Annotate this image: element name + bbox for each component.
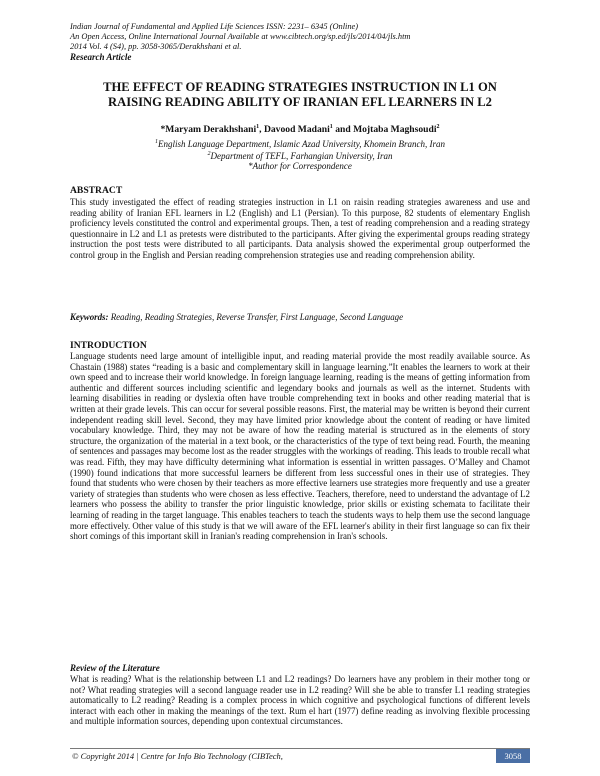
journal-header-line3: 2014 Vol. 4 (S4), pp. 3058-3065/Derakhshani et al. [70, 42, 242, 51]
affiliation-2-marker: 2 [207, 151, 211, 157]
review-text: What is reading? What is the relationship between L1 and L2 readings? Do learners have any problem in their mother tong or not? What reading strategies will a second language reader use in L2 reading? Will she be able to transfer L1 reading strategies automatically to L2 reading? Reading is a complex process in which cognitive and psychological functions of different levels interact with each other in making the meanings of the text. Rum el hart (1977) define reading as involving flexible processing and multiple information sources, depending upon contextual circumstances. [70, 674, 530, 727]
paper-title [70, 80, 530, 110]
introduction-heading: INTRODUCTION [70, 340, 147, 351]
review-heading: Review of the Literature [70, 663, 160, 673]
corresponding-author-note: *Author for Correspondence [248, 161, 352, 171]
abstract-heading: ABSTRACT [70, 185, 123, 196]
author-3: Mojtaba Maghsoudi [353, 124, 437, 136]
author-2: Davood Madani [263, 124, 330, 136]
author-1-affiliation: 1 [256, 124, 260, 130]
paper-title-line1: THE EFFECT OF READING STRATEGIES INSTRUCTION IN L1 ON [103, 80, 497, 94]
keywords [70, 312, 530, 322]
copyright-notice: © Copyright 2014 | Centre for Info Bio Technology (CIBTech, [72, 751, 283, 761]
journal-header-line2: An Open Access, Online International Journal Available at www.cibtech.org/sp.ed/jls/2014/04/jls.htm [70, 32, 411, 41]
article-type: Research Article [70, 52, 132, 62]
page-footer [70, 748, 530, 763]
page-number: 3058 [496, 749, 530, 763]
keywords-text: Reading, Reading Strategies, Reverse Transfer, First Language, Second Language [110, 312, 404, 322]
author-2-affiliation: 1 [329, 124, 333, 130]
abstract-text: This study investigated the effect of reading strategies instruction in L1 on raisin reading strategies awareness and use and reading ability of Iranian EFL learners in L2 (English) and L1 (Persian). To this purpose, 82 students of elementary English proficiency levels constituted the control and experimental groups. Then, a test of reading comprehension and a reading strategy questionnaire in L2 and L1 as pretests were distributed to the participants. After giving the experimental groups reading strategy instruction the post tests were distributed to all participants. Data analysis showed the experimental group outperformed the control group in the English and Persian reading comprehension strategies use and reading comprehension ability. [70, 197, 530, 260]
affiliation-1-marker: 1 [154, 139, 158, 145]
author-separator: and [335, 124, 351, 136]
author-3-affiliation: 2 [436, 124, 440, 130]
author-1: *Maryam Derakhshani [160, 124, 257, 136]
affiliation-1-text: English Language Department, Islamic Azad University, Khomein Branch, Iran [157, 139, 446, 149]
paper-title-line2: RAISING READING ABILITY OF IRANIAN EFL LEARNERS IN L2 [108, 95, 492, 109]
affiliation-2-text: Department of TEFL, Farhangian University, Iran [210, 151, 393, 161]
keywords-label: Keywords: [70, 312, 109, 322]
author-list: *Maryam Derakhshani$^1$, Davood Madani$^1$ and Mojtaba Maghsoudi$^2$ [160, 124, 440, 136]
journal-header-line1: Indian Journal of Fundamental and Applied Life Sciences ISSN: 2231– 6345 (Online) [70, 22, 359, 31]
introduction-text: Language students need large amount of intelligible input, and reading material provide the most readily available source. As Chastain (1988) states “reading is a basic and complementary skill in language learning.”It enables the learners to work at their own speed and to increase their world knowledge. In foreign language learning, reading is the means of getting information from authentic and different sources including scientific and legendary books and journals as well as the internet. Students with learning disabilities in reading or dyslexia often have trouble comprehending text in books and other reading material that is written at their grade levels. This can occur for several possible reasons. First, the material may be written is beyond their current independent reading skill level. Second, they may have limited prior knowledge about the content of reading or have limited vocabulary knowledge. Third, they may not be aware of how the reading material is structured as in the elements of story structure, the organization of the material in a text book, or the characteristics of the type of text being read. Fourth, the meaning of sentences and passages may become lost as the reader struggles with the workings of reading. This leads to trouble recall what was read. Fifth, they may have difficulty determining what information is essential in written passages. O’Malley and Chamot (1990) found indications that more successful learners be different from less successful ones in their use of strategies. They found that students who were chosen by their teachers as more effective learners use strategies more frequently and use a greater variety of strategies than students who were chosen as less effective. Teachers, therefore, need to understand the advantage of L2 learners who possess the ability to transfer the prior linguistic knowledge, prior skills or existing schemata to facilitate their learning of reading in the target language. This enables teachers to teach the students ways to help them use the second language more effectively. Other value of this study is that we will aware of the EFL learner's ability in their first language so can fix their short comings of this important skill in Iranian's reading comprehension in Iran's schools. [70, 351, 530, 542]
journal-header [70, 22, 540, 62]
